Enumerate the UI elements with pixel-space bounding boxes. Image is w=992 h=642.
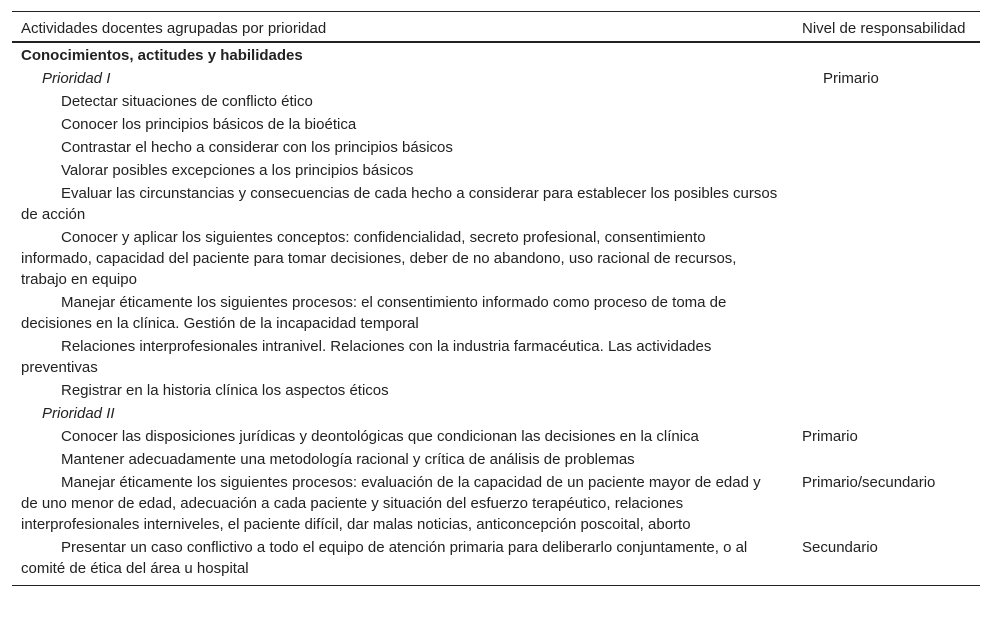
activity-level: Secundario bbox=[802, 539, 878, 556]
activity-text: Conocer las disposiciones jurídicas y deontológicas que condicionan las decisiones en la clínica bbox=[61, 428, 699, 445]
priority-1-label: Prioridad I bbox=[42, 70, 111, 87]
table-row bbox=[12, 447, 980, 470]
table-row bbox=[12, 89, 980, 112]
activity-text: Conocer y aplicar los siguientes conceptos: confidencialidad, secreto profesional, consentimiento informado, capacidad del paciente para tomar decisiones, deber de no abandono, uso racional de recursos, trabajo en equipo bbox=[21, 229, 737, 288]
header-activities: Actividades docentes agrupadas por prioridad bbox=[21, 20, 327, 37]
table-row bbox=[12, 334, 980, 378]
activity-text: Contrastar el hecho a considerar con los principios básicos bbox=[61, 139, 453, 156]
priority-1-level: Primario bbox=[823, 70, 879, 87]
table-row bbox=[12, 135, 980, 158]
table-row bbox=[12, 158, 980, 181]
table-row bbox=[12, 378, 980, 401]
activity-text: Manejar éticamente los siguientes procesos: el consentimiento informado como proceso de toma de decisiones en la clínica. Gestión de la incapacidad temporal bbox=[21, 294, 727, 332]
table-row bbox=[12, 112, 980, 135]
activity-text: Registrar en la historia clínica los aspectos éticos bbox=[61, 382, 389, 399]
table-header-row bbox=[12, 12, 980, 41]
table-row bbox=[12, 424, 980, 447]
activity-text: Evaluar las circunstancias y consecuencias de cada hecho a considerar para establecer los posibles cursos de acción bbox=[21, 185, 778, 223]
section-title: Conocimientos, actitudes y habilidades bbox=[21, 47, 303, 64]
table-row bbox=[12, 470, 980, 535]
activity-text: Manejar éticamente los siguientes procesos: evaluación de la capacidad de un paciente mayor de edad y de uno menor de edad, adecuación a cada paciente y situación del esfuerzo terapéutico, relaciones interprofesionales interniveles, el paciente difícil, dar malas noticias, anticoncepción poscoital, aborto bbox=[21, 474, 761, 533]
activity-level: Primario bbox=[802, 428, 858, 445]
activities-table bbox=[12, 11, 980, 586]
priority-1-row bbox=[12, 66, 980, 89]
activity-text: Mantener adecuadamente una metodología racional y crítica de análisis de problemas bbox=[61, 451, 635, 468]
table-row bbox=[12, 535, 980, 579]
activity-text: Relaciones interprofesionales intranivel. Relaciones con la industria farmacéutica. Las actividades preventivas bbox=[21, 338, 712, 376]
activity-level: Primario/secundario bbox=[802, 474, 936, 491]
activity-text: Valorar posibles excepciones a los principios básicos bbox=[61, 162, 414, 179]
priority-2-row bbox=[12, 401, 980, 424]
activity-text: Conocer los principios básicos de la bioética bbox=[61, 116, 357, 133]
table-row bbox=[12, 181, 980, 225]
section-title-row bbox=[12, 44, 980, 66]
table-row bbox=[12, 225, 980, 290]
table-row bbox=[12, 290, 980, 334]
table-bottom-rule bbox=[12, 585, 980, 586]
table-body bbox=[12, 43, 980, 585]
activity-text: Detectar situaciones de conflicto ético bbox=[61, 93, 313, 110]
priority-2-label: Prioridad II bbox=[42, 405, 115, 422]
header-responsibility-level: Nivel de responsabilidad bbox=[802, 20, 966, 37]
activity-text: Presentar un caso conflictivo a todo el equipo de atención primaria para deliberarlo conjuntamente, o al comité de ética del área u hospital bbox=[21, 539, 748, 577]
